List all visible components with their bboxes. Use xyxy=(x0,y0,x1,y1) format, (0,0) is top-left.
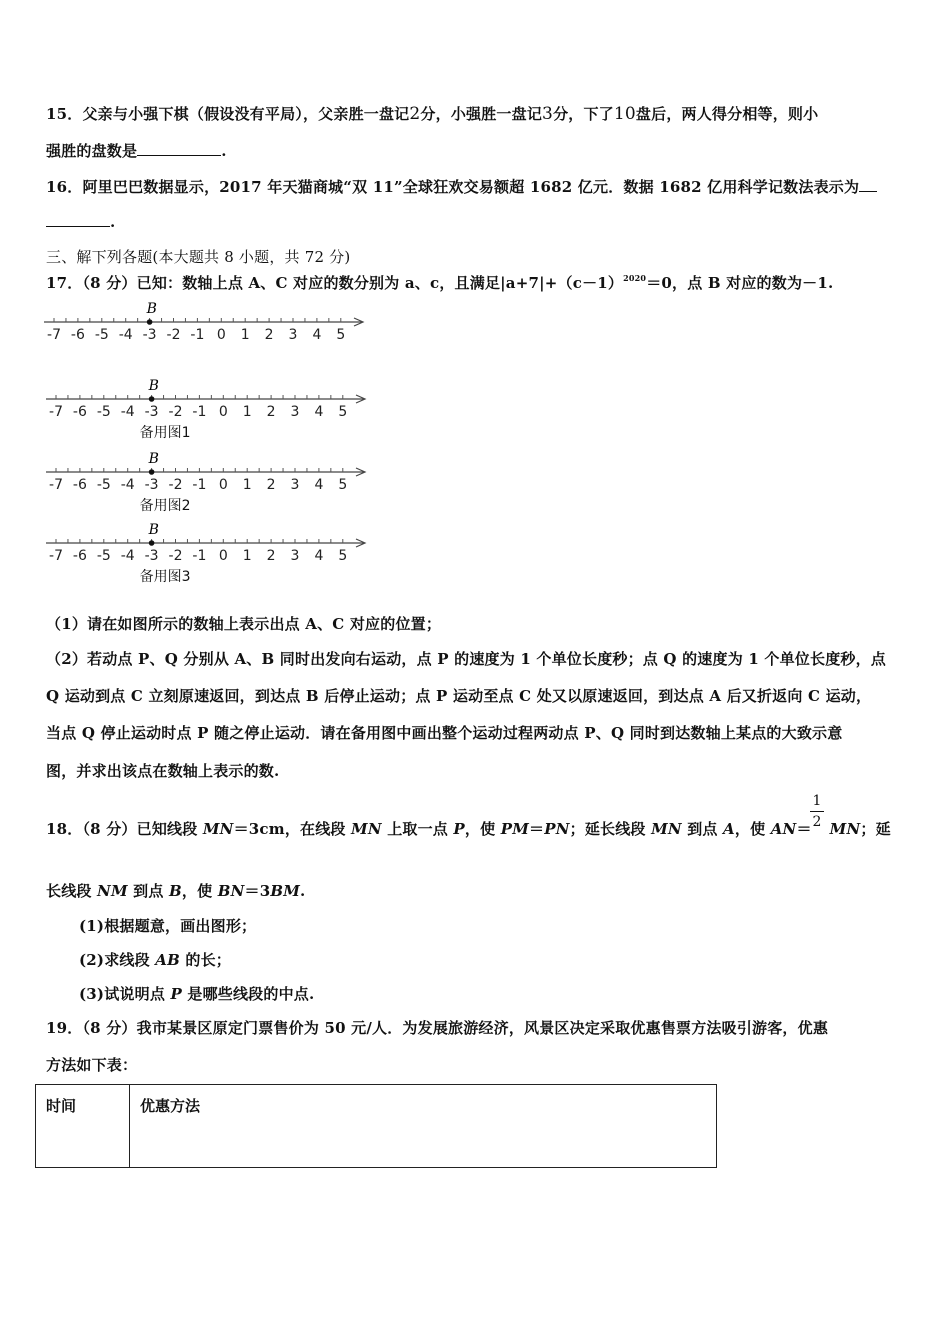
q17-part1 xyxy=(46,613,441,634)
number-line-tick-label: -3 xyxy=(144,548,159,564)
q18-t-j: ；延 xyxy=(860,820,891,838)
number-line-tick-label: -1 xyxy=(190,327,205,343)
q19-line1 xyxy=(46,1017,828,1038)
number-line-svg xyxy=(46,517,376,579)
q17-part2-l3 xyxy=(46,722,842,743)
q18-var-bm: BM xyxy=(270,882,301,900)
q17-stem xyxy=(46,272,833,293)
q19-text-2: 方法如下表： xyxy=(46,1056,138,1074)
number-line-tick-label: -7 xyxy=(47,327,61,343)
q18-sub2-b: 的长； xyxy=(179,951,232,969)
number-line-tick-label: 4 xyxy=(314,548,324,564)
number-line-tick-label: -5 xyxy=(94,327,109,343)
q18-l2-a: 长线段 xyxy=(46,882,98,900)
q17-part2-text-2: Q 运动到点 C 立刻原速返回，到达点 B 后停止运动；点 P 运动至点 C 处又以原速返回，到达点 A 后又折返向 C 运动， xyxy=(46,687,872,705)
q15-line1 xyxy=(46,103,818,124)
point-b-dot xyxy=(149,540,155,546)
number-line-tick-label: -4 xyxy=(120,477,135,493)
number-line-tick-label: 1 xyxy=(240,327,250,343)
q16-line2-end: . xyxy=(110,213,116,231)
number-line-tick-label: -3 xyxy=(144,404,159,420)
q17-part2-l1 xyxy=(46,648,886,669)
q15-line2-end: . xyxy=(221,142,227,160)
q18-var-pn: PN xyxy=(544,820,570,838)
number-line-tick-label: -3 xyxy=(144,477,159,493)
number-line-tick-label: -2 xyxy=(166,327,181,343)
number-line-tick-label: 1 xyxy=(242,548,252,564)
number-line-svg xyxy=(44,296,374,358)
number-line-tick-label: 2 xyxy=(266,404,276,420)
number-line-spare-2 xyxy=(46,446,376,514)
q17-part2-text-1: （2）若动点 P、Q 分别从 A、B 同时出发向右运动，点 P 的速度为 1 个单位长度秒；点 Q 的速度为 1 个单位长度秒，点 xyxy=(46,650,886,668)
number-line-tick-label: -7 xyxy=(49,548,63,564)
q18-frac-bar xyxy=(810,811,824,812)
q16-line2 xyxy=(46,213,115,231)
section3-title-text: 三、解下列各题(本大题共 8 小题，共 72 分) xyxy=(46,248,351,266)
section3-title xyxy=(46,246,350,267)
q18-var-mn: MN xyxy=(202,820,234,838)
number-line-tick-label: 5 xyxy=(338,477,348,493)
q17-part2-l4 xyxy=(46,760,279,781)
q18-var-an: AN xyxy=(770,820,797,838)
q18-sub3-a: (3)试说明点 xyxy=(79,985,171,1003)
q15-text-a: 15．父亲与小强下棋（假设没有平局），父亲胜一盘记 xyxy=(46,105,410,123)
number-line-tick-label: 0 xyxy=(218,548,228,564)
q18-t-e: ＝ xyxy=(529,820,545,838)
q18-frac-den: 2 xyxy=(812,814,822,830)
point-b-label: B xyxy=(146,301,157,317)
number-line-svg xyxy=(46,446,376,508)
number-line-tick-label: 0 xyxy=(218,404,228,420)
q15-line2-text: 强胜的盘数是 xyxy=(46,142,138,160)
q18-var-b: B xyxy=(169,882,182,900)
point-b-label: B xyxy=(148,451,159,467)
q18-t-d: ，使 xyxy=(464,820,501,838)
q18-line2 xyxy=(46,880,305,901)
q18-var-p: P xyxy=(453,820,465,838)
number-line-tick-label: 3 xyxy=(290,404,300,420)
q17-part2-text-3: 当点 Q 停止运动时点 P 随之停止运动．请在备用图中画出整个运动过程两动点 P、Q 同时到达数轴上某点的大致示意 xyxy=(46,724,843,742)
point-b-label: B xyxy=(148,522,159,538)
q16-answer-blank-a xyxy=(859,191,877,192)
q18-sub3 xyxy=(79,983,314,1004)
number-line-tick-label: -4 xyxy=(120,404,135,420)
q15-text-b: 分，小强胜一盘记 xyxy=(420,105,543,123)
q15-text-c: 分，下了 xyxy=(553,105,614,123)
number-line-tick-label: -1 xyxy=(192,477,207,493)
q18-t-a: 18．（8 分）已知线段 xyxy=(46,820,203,838)
number-line-tick-label: -7 xyxy=(49,477,63,493)
q18-fraction-half xyxy=(810,793,824,830)
q18-var-a: A xyxy=(723,820,735,838)
q18-l2-b: 到点 xyxy=(127,882,169,900)
number-line-tick-label: 3 xyxy=(288,327,298,343)
q18-frac-num: 1 xyxy=(812,793,822,809)
number-line-tick-label: 2 xyxy=(266,477,276,493)
number-line-tick-label: 4 xyxy=(314,404,324,420)
q18-var-mn: MN xyxy=(651,820,682,838)
number-line-tick-label: -1 xyxy=(192,548,207,564)
number-line-tick-label: -5 xyxy=(96,548,111,564)
spare-figure-caption: 备用图2 xyxy=(139,498,191,514)
number-line-tick-label: 0 xyxy=(216,327,226,343)
q18-t-b: ＝3cm，在线段 xyxy=(233,820,352,838)
number-line-tick-label: 1 xyxy=(242,404,252,420)
number-line-tick-label: -4 xyxy=(120,548,135,564)
q18-var-ab: AB xyxy=(155,951,180,969)
q15-num-10: 10 xyxy=(613,104,636,124)
q16-answer-blank-b xyxy=(46,226,110,227)
q19-discount-table xyxy=(35,1084,717,1168)
q18-t-f: ；延长线段 xyxy=(569,820,652,838)
q18-l2-e: . xyxy=(300,882,306,900)
q18-var-nm: NM xyxy=(97,882,128,900)
number-line-spare-1 xyxy=(46,373,376,441)
q18-var-mn: MN xyxy=(351,820,382,838)
q18-t-i: ＝ xyxy=(796,820,812,838)
number-line-spare-3 xyxy=(46,517,376,585)
q17-part2-l2 xyxy=(46,685,871,706)
q18-var-p: P xyxy=(170,985,182,1003)
q17-part2-text-4: 图，并求出该点在数轴上表示的数. xyxy=(46,762,280,780)
q18-sub2-a: (2)求线段 xyxy=(79,951,156,969)
q18-var-bn: BN xyxy=(217,882,245,900)
number-line-main xyxy=(44,296,374,358)
number-line-tick-label: 3 xyxy=(290,548,300,564)
point-b-dot xyxy=(149,396,155,402)
q19-line2 xyxy=(46,1054,137,1075)
q18-line1 xyxy=(46,818,891,839)
q18-var-pm: PM xyxy=(500,820,530,838)
q16-line1 xyxy=(46,176,877,197)
q18-l2-d: ＝3 xyxy=(244,882,271,900)
q19-text-1: 19．（8 分）我市某景区原定门票售价为 50 元/人．为发展旅游经济，风景区决定采取优惠售票方法吸引游客，优惠 xyxy=(46,1019,829,1037)
q18-t-h: ，使 xyxy=(734,820,771,838)
number-line-tick-label: -7 xyxy=(49,404,63,420)
number-line-tick-label: 5 xyxy=(338,404,348,420)
point-b-dot xyxy=(147,319,153,325)
number-line-tick-label: -6 xyxy=(72,404,87,420)
number-line-tick-label: 0 xyxy=(218,477,228,493)
q15-line2 xyxy=(46,140,227,161)
q19-table-header-time: 时间 xyxy=(46,1097,77,1115)
number-line-tick-label: -2 xyxy=(168,477,183,493)
number-line-tick-label: -5 xyxy=(96,404,111,420)
number-line-tick-label: 1 xyxy=(242,477,252,493)
number-line-tick-label: -6 xyxy=(72,548,87,564)
number-line-tick-label: 5 xyxy=(338,548,348,564)
number-line-tick-label: 4 xyxy=(314,477,324,493)
point-b-label: B xyxy=(148,378,159,394)
q18-var-mn: MN xyxy=(829,820,861,838)
q19-table-header-method: 优惠方法 xyxy=(140,1097,201,1115)
number-line-tick-label: -1 xyxy=(192,404,207,420)
number-line-tick-label: 4 xyxy=(312,327,322,343)
q17-part1-text: （1）请在如图所示的数轴上表示出点 A、C 对应的位置； xyxy=(46,615,442,633)
q18-sub1 xyxy=(79,915,256,936)
q18-t-c: 上取一点 xyxy=(381,820,454,838)
point-b-dot xyxy=(149,469,155,475)
spare-figure-caption: 备用图1 xyxy=(139,425,191,441)
number-line-tick-label: -2 xyxy=(168,404,183,420)
number-line-tick-label: 2 xyxy=(264,327,274,343)
number-line-tick-label: -6 xyxy=(72,477,87,493)
number-line-tick-label: 2 xyxy=(266,548,276,564)
q18-l2-c: ，使 xyxy=(181,882,218,900)
q17-exponent: 2020 xyxy=(623,273,647,283)
q15-num-2: 2 xyxy=(409,104,421,124)
q16-text: 16．阿里巴巴数据显示，2017 年天猫商城“双 11”全球狂欢交易额超 1682 亿元．数据 1682 亿用科学记数法表示为 xyxy=(46,178,860,196)
q18-sub2 xyxy=(79,949,231,970)
q17-stem-post: ＝0，点 B 对应的数为－1. xyxy=(646,274,834,292)
q15-num-3: 3 xyxy=(542,104,554,124)
number-line-tick-label: 5 xyxy=(336,327,346,343)
number-line-tick-label: -3 xyxy=(142,327,157,343)
q18-sub1-text: (1)根据题意，画出图形； xyxy=(79,917,257,935)
number-line-tick-label: -4 xyxy=(118,327,133,343)
spare-figure-caption: 备用图3 xyxy=(139,569,191,585)
number-line-svg xyxy=(46,373,376,435)
number-line-tick-label: -2 xyxy=(168,548,183,564)
q17-stem-pre: 17．（8 分）已知：数轴上点 A、C 对应的数分别为 a、c，且满足|a+7|+（c－1） xyxy=(46,274,624,292)
number-line-tick-label: -5 xyxy=(96,477,111,493)
q15-text-d: 盘后，两人得分相等，则小 xyxy=(635,105,819,123)
q18-sub3-b: 是哪些线段的中点. xyxy=(181,985,315,1003)
q15-answer-blank xyxy=(137,155,221,156)
q18-t-g: 到点 xyxy=(681,820,724,838)
number-line-tick-label: -6 xyxy=(70,327,85,343)
number-line-tick-label: 3 xyxy=(290,477,300,493)
